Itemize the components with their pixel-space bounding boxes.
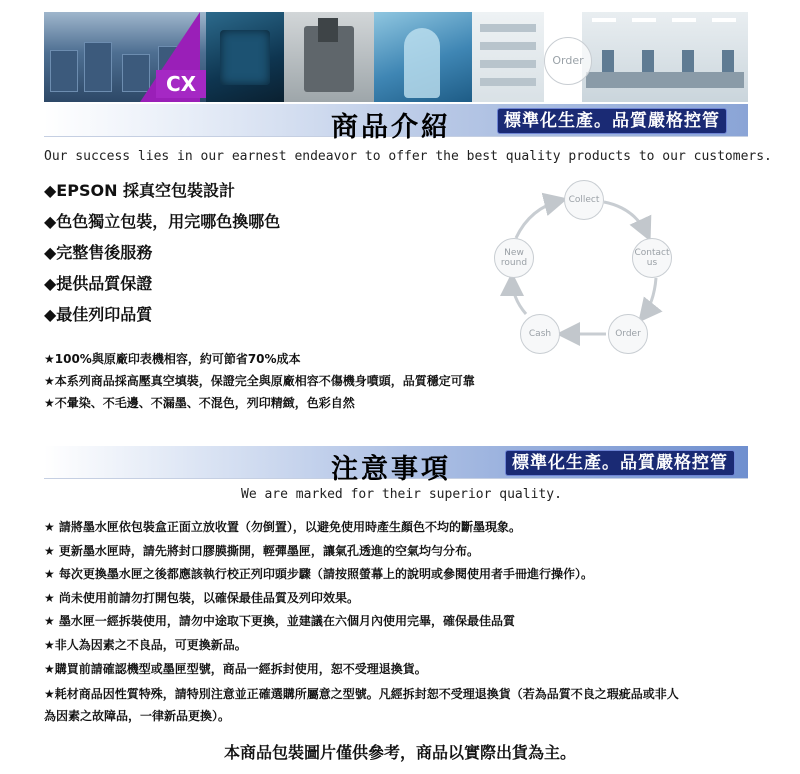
header-banner — [44, 12, 748, 102]
factory-photo-4 — [374, 12, 472, 102]
intro-tagline: Our success lies in our earnest endeavor to offer the best quality products to our customers. — [44, 149, 772, 164]
product-notes — [44, 350, 475, 416]
warning-list — [44, 518, 684, 727]
warning-item: ★ 請將墨水匣依包裝盒正面立放收置（勿倒置），以避免使用時產生顏色不均的斷墨現象。 — [44, 520, 521, 534]
quality-badge: 標準化生產。品質嚴格控管 — [505, 450, 735, 476]
factory-photo-1 — [44, 12, 206, 102]
notice-tagline: We are marked for their superior quality. — [241, 487, 562, 502]
warning-item: ★非人為因素之不良品，可更換新品。 — [44, 637, 247, 652]
feature-item: ◆色色獨立包裝，用完哪色換哪色 — [44, 212, 281, 231]
order-cycle-diagram — [490, 178, 690, 348]
warning-item: ★耗材商品因性質特殊，請特別注意並正確選購所屬意之型號。凡經拆封恕不受理退換貨（若為品質不良之瑕疵品或非人為因素之故障品，一律新品更換）。 — [44, 687, 679, 724]
notice-title-bar — [44, 446, 748, 485]
feature-item: ◆提供品質保證 — [44, 274, 153, 293]
warning-item: ★ 更新墨水匣時，請先將封口膠膜撕開，輕彈墨匣，讓氣孔透進的空氣均勻分布。 — [44, 543, 479, 558]
cycle-node-order: Order — [608, 314, 648, 354]
notice-title: 注意事項 — [331, 454, 451, 485]
warning-item: ★ 每次更換墨水匣之後都應該執行校正列印頭步驟（請按照螢幕上的說明或參閱使用者手冊進行操作）。 — [44, 567, 593, 582]
factory-photo-6 — [582, 12, 748, 102]
factory-photo-2 — [206, 12, 284, 102]
quality-badge: 標準化生產。品質嚴格控管 — [497, 108, 727, 134]
feature-item: ◆EPSON 採真空包裝設計 — [44, 181, 236, 200]
factory-photo-5 — [472, 12, 544, 102]
note-item: ★本系列商品採高壓真空填裝，保證完全與原廠相容不傷機身噴頭，品質穩定可靠 — [44, 374, 475, 388]
cx-logo: CX — [156, 70, 206, 98]
note-item: ★不暈染、不毛邊、不漏墨、不混色，列印精緻，色彩自然 — [44, 396, 355, 410]
warning-item: ★ 墨水匣一經拆裝使用，請勿中途取下更換，並建議在六個月內使用完畢，確保最佳品質 — [44, 614, 515, 629]
note-item: ★100%與原廠印表機相容，約可節省70%成本 — [44, 352, 301, 366]
order-circle-overlay: Order — [544, 37, 592, 85]
cycle-node-contact: Contact us — [632, 238, 672, 278]
product-intro-title: 商品介紹 — [331, 112, 451, 143]
warning-item: ★ 尚未使用前請勿打開包裝，以確保最佳品質及列印效果。 — [44, 590, 359, 605]
cycle-node-collect: Collect — [564, 180, 604, 220]
feature-item: ◆最佳列印品質 — [44, 305, 153, 324]
factory-photo-3 — [284, 12, 374, 102]
cycle-node-new-round: New round — [494, 238, 534, 278]
feature-list — [44, 178, 280, 333]
cycle-node-cash: Cash — [520, 314, 560, 354]
warning-item: ★購買前請確認機型或墨匣型號，商品一經拆封使用，恕不受理退換貨。 — [44, 661, 427, 676]
footer-disclaimer: 本商品包裝圖片僅供參考，商品以實際出貨為主。 — [223, 743, 576, 762]
product-intro-title-bar — [44, 104, 748, 143]
feature-item: ◆完整售後服務 — [44, 243, 153, 262]
